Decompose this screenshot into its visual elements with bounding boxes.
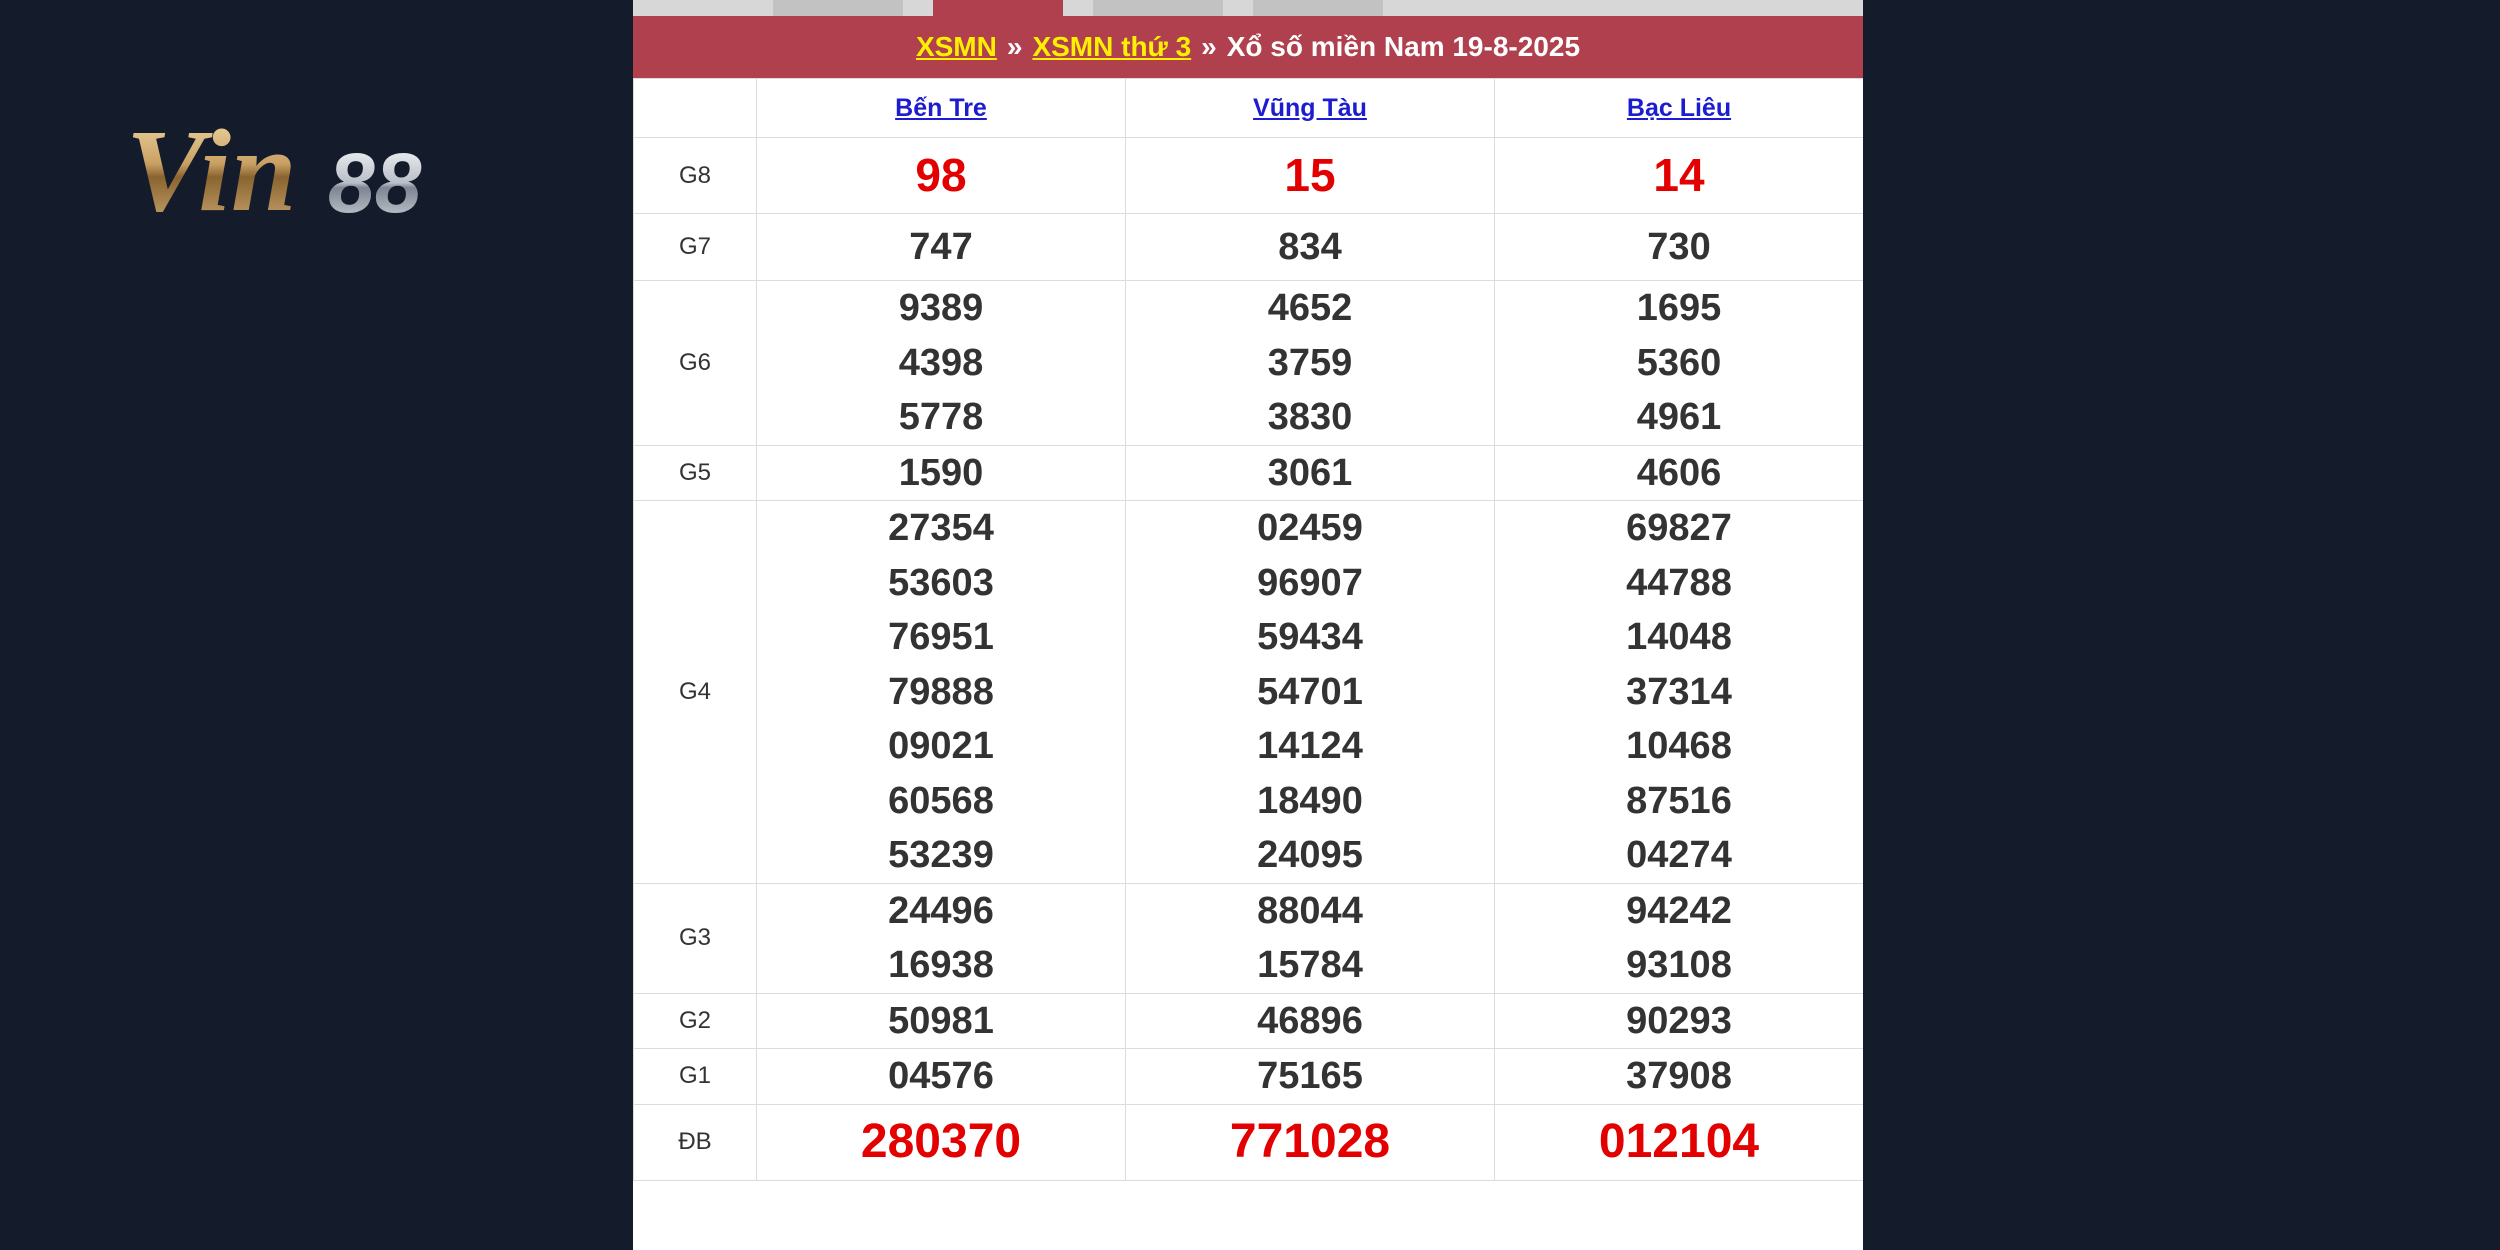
result-cell	[1126, 993, 1495, 1049]
result-number: 5778	[898, 396, 984, 438]
result-number: 53603	[888, 561, 994, 604]
result-number: 44788	[1626, 561, 1732, 604]
result-number: 3759	[1267, 341, 1353, 384]
result-cell	[757, 281, 1126, 446]
result-number: 79888	[888, 670, 994, 713]
result-cell	[757, 1049, 1126, 1105]
logo-vin-text: Vin	[126, 110, 297, 236]
breadcrumb-separator: »	[1201, 31, 1217, 62]
result-cell	[757, 501, 1126, 884]
result-cell	[1126, 214, 1495, 281]
province-link-ben-tre[interactable]: Bến Tre	[895, 93, 987, 122]
result-number: 02459	[1257, 507, 1363, 549]
result-number: 14048	[1626, 616, 1732, 658]
result-number: 50981	[888, 999, 994, 1042]
result-number: 15	[1284, 149, 1336, 202]
result-number: 37314	[1626, 670, 1732, 713]
province-header-cell	[1126, 79, 1495, 138]
result-cell	[1126, 501, 1495, 884]
tab-item[interactable]	[773, 0, 903, 16]
results-body	[634, 138, 1864, 1181]
result-number: 53239	[888, 834, 994, 876]
result-cell	[757, 1104, 1126, 1180]
result-number: 54701	[1257, 670, 1363, 713]
header-prize-cell	[634, 79, 757, 138]
result-number: 75165	[1257, 1055, 1363, 1097]
breadcrumb-separator: »	[1006, 31, 1023, 62]
breadcrumb	[633, 16, 1863, 78]
result-number: 98	[915, 149, 967, 202]
result-cell	[757, 445, 1126, 501]
result-cell	[1126, 883, 1495, 993]
prize-row	[634, 138, 1864, 214]
result-number: 04274	[1626, 834, 1732, 876]
prize-label: G5	[634, 445, 757, 501]
vin88-logo-graphic	[120, 110, 490, 240]
province-link-bac-lieu[interactable]: Bạc Liêu	[1626, 93, 1732, 122]
result-number: 60568	[888, 779, 994, 822]
result-number: 771028	[1229, 1114, 1391, 1168]
tab-item-active[interactable]	[933, 0, 1063, 16]
result-number: 37908	[1626, 1055, 1732, 1097]
result-cell	[757, 993, 1126, 1049]
result-cell	[1495, 138, 1864, 214]
page-title: Xổ số miền Nam 19-8-2025	[1226, 31, 1581, 62]
result-cell	[757, 138, 1126, 214]
result-number: 3061	[1267, 451, 1353, 494]
result-number: 012104	[1598, 1114, 1760, 1168]
result-cell	[1495, 883, 1864, 993]
result-number: 18490	[1257, 779, 1363, 822]
result-cell	[1126, 138, 1495, 214]
result-cell	[1495, 501, 1864, 884]
prize-row	[634, 214, 1864, 281]
vin88-logo	[120, 110, 490, 240]
result-number: 10468	[1626, 725, 1732, 767]
result-number: 15784	[1257, 944, 1363, 986]
result-number: 09021	[888, 725, 994, 767]
result-cell	[1126, 1049, 1495, 1105]
result-number: 16938	[888, 944, 994, 986]
result-number: 88044	[1257, 889, 1363, 932]
tab-strip	[633, 0, 1863, 16]
tab-item[interactable]	[1253, 0, 1383, 16]
prize-label: G2	[634, 993, 757, 1049]
results-panel	[633, 0, 1863, 1250]
prize-row	[634, 993, 1864, 1049]
result-number: 90293	[1626, 999, 1732, 1042]
result-cell	[757, 883, 1126, 993]
result-number: 04576	[888, 1055, 994, 1097]
result-number: 96907	[1257, 561, 1363, 604]
result-number: 46896	[1257, 999, 1363, 1042]
results-table	[633, 78, 1863, 1181]
result-number: 4398	[898, 341, 984, 384]
result-number: 94242	[1626, 889, 1732, 932]
result-number: 5360	[1636, 341, 1722, 384]
prize-label: G3	[634, 883, 757, 993]
result-number: 747	[909, 225, 973, 268]
result-number: 834	[1278, 225, 1342, 268]
breadcrumb-link-xsmn-thu-3[interactable]: XSMN thứ 3	[1032, 31, 1192, 62]
prize-label: G6	[634, 281, 757, 446]
result-number: 87516	[1626, 779, 1732, 822]
result-number: 93108	[1626, 944, 1732, 986]
result-number: 59434	[1257, 616, 1363, 658]
result-number: 24095	[1257, 834, 1363, 876]
prize-label: ĐB	[634, 1104, 757, 1180]
province-header-cell	[1495, 79, 1864, 138]
result-number: 14	[1653, 149, 1705, 202]
prize-row	[634, 445, 1864, 501]
prize-row	[634, 883, 1864, 993]
result-number: 4606	[1636, 451, 1722, 494]
result-number: 1695	[1636, 287, 1722, 329]
prize-row	[634, 1104, 1864, 1180]
result-number: 14124	[1257, 725, 1363, 767]
result-number: 3830	[1267, 396, 1353, 438]
result-number: 76951	[888, 616, 994, 658]
result-number: 280370	[860, 1114, 1022, 1168]
province-header-row	[634, 79, 1864, 138]
breadcrumb-link-xsmn[interactable]: XSMN	[915, 31, 997, 62]
prize-label: G7	[634, 214, 757, 281]
prize-row	[634, 501, 1864, 884]
result-cell	[1126, 281, 1495, 446]
province-link-vung-tau[interactable]: Vũng Tàu	[1253, 93, 1367, 122]
result-cell	[1495, 993, 1864, 1049]
prize-label: G1	[634, 1049, 757, 1105]
result-number: 9389	[898, 287, 984, 329]
tab-item[interactable]	[1093, 0, 1223, 16]
result-number: 1590	[898, 451, 984, 494]
result-number: 4961	[1636, 396, 1722, 438]
province-header-cell	[757, 79, 1126, 138]
result-cell	[1495, 1104, 1864, 1180]
result-cell	[1495, 281, 1864, 446]
result-cell	[1495, 445, 1864, 501]
result-cell	[1495, 214, 1864, 281]
prize-label: G4	[634, 501, 757, 884]
result-number: 730	[1647, 225, 1711, 268]
result-number: 24496	[888, 889, 994, 932]
result-cell	[1495, 1049, 1864, 1105]
logo-88-text: 88	[328, 136, 422, 230]
result-cell	[1126, 1104, 1495, 1180]
result-number: 27354	[888, 507, 994, 549]
prize-row	[634, 1049, 1864, 1105]
result-cell	[1126, 445, 1495, 501]
result-number: 69827	[1626, 507, 1732, 549]
prize-row	[634, 281, 1864, 446]
result-number: 4652	[1267, 287, 1353, 329]
result-cell	[757, 214, 1126, 281]
prize-label: G8	[634, 138, 757, 214]
